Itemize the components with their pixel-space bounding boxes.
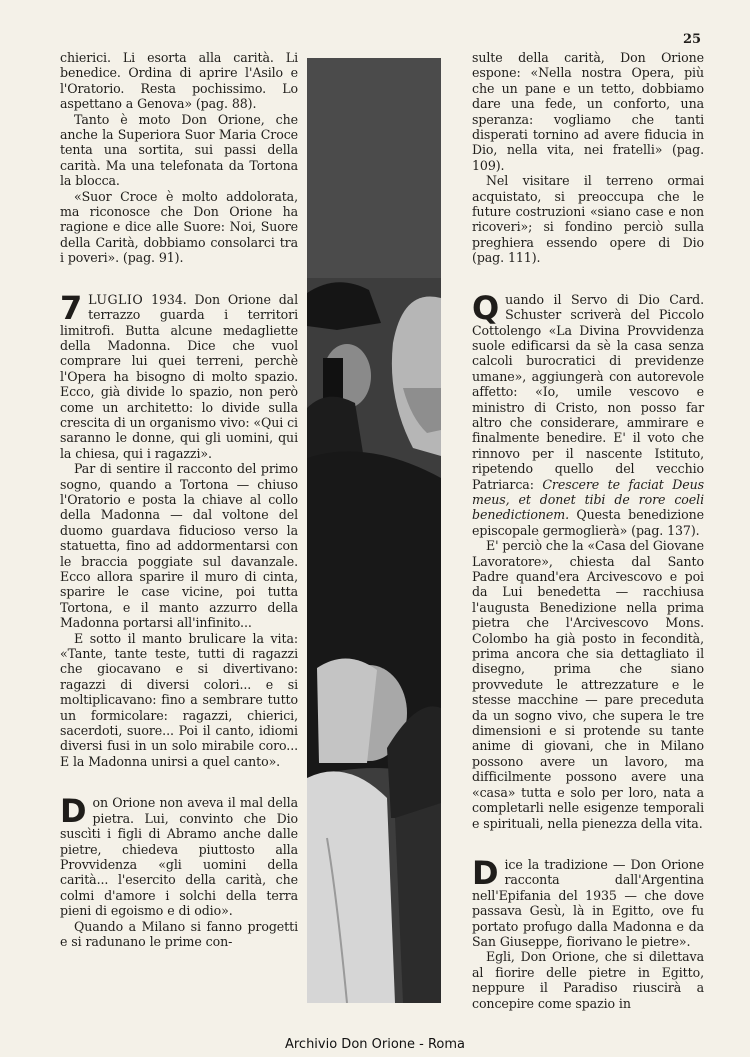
paragraph: Par di sentire il racconto del primo sogno, quando a Tortona — chiuso l'Oratorio e posta la chiave al collo della Madonna — dal voltone del duomo guardava fiducioso verso la statuetta, fino ad addormentarsi con le braccia poggiate sul davanzale. Ecco allora sparire il muro di cinta, sparire le case vicine, poi tutta Tortona, e il manto azzurro della Madonna portarsi all'infinito...	[60, 461, 298, 631]
paragraph: chierici. Li esorta alla carità. Li benedice. Ordina di aprire l'Asilo e l'Oratorio. Resta pochissimo. Lo aspettano a Genova» (pag. 88).	[60, 50, 298, 112]
paragraph: Quando a Milano si fanno progetti e si radunano le prime con-	[60, 918, 298, 949]
section-tradizione	[472, 853, 704, 949]
paragraph: sulte della carità, Don Orione espone: «Nella nostra Opera, più che un pane e un tetto, dobbiamo dare una fede, un conforto, una speranza: vogliamo che tanti disperati tornino ad avere fiducia in Dio, nella vita, nei fratelli» (pag. 109).	[472, 50, 704, 173]
paragraph: E sotto il manto brulicare la vita: «Tante, tante teste, tutti di ragazzi che giocavano e si divertivano: ragazzi di diversi colori... e si moltiplicavano: fino a sembrare tutto un formicolare: ragazzi, chierici, sacerdoti, suore... Poi il canto, idiomi diversi fusi in un solo mirabile coro... E la Madonna unirsi a quel canto».	[60, 630, 298, 769]
paragraph-text: Questa benedizione episcopale germoglierà» (pag. 137).	[472, 507, 704, 538]
drop-cap: D	[60, 792, 87, 831]
photo-icon	[307, 58, 441, 1003]
lead-word: LUGLIO	[88, 291, 144, 307]
paragraph-text: ice la tradizione — Don Orione racconta dall'Argentina nell'Epifania del 1935 — che dove passava Gesù, là in Egitto, ove fu portato profugo dalla Madonna e da San Giuseppe, fiorivano le pietre».	[472, 856, 704, 949]
paragraph-text: uando il Servo di Dio Card. Schuster scriverà del Piccolo Cottolengo «La Divina Provvidenza suole edificarsi da sè la casa senza calcoli burocratici di previdenze umane», aggiungerà con autorevole affetto: «Io, umile vescovo e ministro di Cristo, non posso far altro che considerare, ammirare e finalmente benedire. E' il voto che rinnovo per il nascente Istituto, ripetendo quello del vecchio Patriarca:	[472, 291, 704, 492]
paragraph: Tanto è moto Don Orione, che anche la Superiora Suor Maria Croce tenta una sortita, sui passi della carità. Ma una telefonata da Tortona la blocca.	[60, 111, 298, 189]
archive-footer: Archivio Don Orione - Roma	[284, 1037, 466, 1052]
paragraph-text: on Orione non aveva il mal della pietra. Lui, convinto che Dio suscìti i figli di Abramo anche dalle pietre, chiedeva piuttosto alla Provvidenza «gli uomini della carità... l'esercito della carità, che colmi d'amore i solchi della terra pieni di egoismo e di odio».	[60, 795, 298, 919]
paragraph: E' perciò che la «Casa del Giovane Lavoratore», chiesta dal Santo Padre quand'era Arcivescovo e poi da Lui benedetta — racchiusa l'augusta Benedizione nella prima pietra che l'Arcivescovo Mons. Colombo ha già posto in fecondità, prima ancora che sia dettagliato il disegno, prima che siano provvedute le attrezzature e le stesse macchine — pare preceduta da un sogno vivo, che supera le tre dimensioni e si protende su tante anime di giovani, che in Milano possono avere un lavoro, ma difficilmente possono avere una «casa» tutta e solo per loro, nata a completarli nelle esigenze temporali e spirituali, nella pienezza della vita.	[472, 538, 704, 831]
paragraph: Nel visitare il terreno ormai acquistato, si preoccupa che le future costruzioni «siano case e non ricoveri»; si fondino perciò sulla preghiera essendo opere di Dio (pag. 111).	[472, 173, 704, 266]
section-july-1934	[60, 288, 298, 461]
page-number: 25	[683, 32, 702, 47]
section-schuster	[472, 288, 704, 539]
photo-strip	[307, 58, 441, 1003]
latin-quote: Crescere te faciat Deus meus, et donet tibi de rore coeli benedictionem.	[472, 476, 704, 523]
paragraph: Egli, Don Orione, che si dilettava al fiorire delle pietre in Egitto, neppure il Paradiso riuscirà a concepire come spazio in	[472, 949, 704, 1011]
paragraph-text: 1934. Don Orione dal terrazzo guarda i territori limitrofi. Butta alcune medagliette della Madonna. Dice che vuol comprare lui quei terreni, perchè l'Opera ha bisogno di molto spazio. Ecco, già divide lo spazio, non però come un architetto: lo divide sulla crescita di un organismo vivo: «Qui ci saranno le donne, qui gli uomini, qui la chiesa, qui i ragazzi».	[60, 291, 298, 461]
right-column	[472, 50, 704, 1011]
drop-cap: 7	[60, 288, 83, 327]
drop-cap: D	[472, 853, 499, 892]
left-column	[60, 50, 298, 949]
drop-cap: Q	[472, 288, 500, 327]
section-pietra	[60, 792, 298, 919]
paragraph: «Suor Croce è molto addolorata, ma riconosce che Don Orione ha ragione e dice alle Suore: Noi, Suore della Carità, dobbiamo consolarci tra i poveri». (pag. 91).	[60, 188, 298, 266]
